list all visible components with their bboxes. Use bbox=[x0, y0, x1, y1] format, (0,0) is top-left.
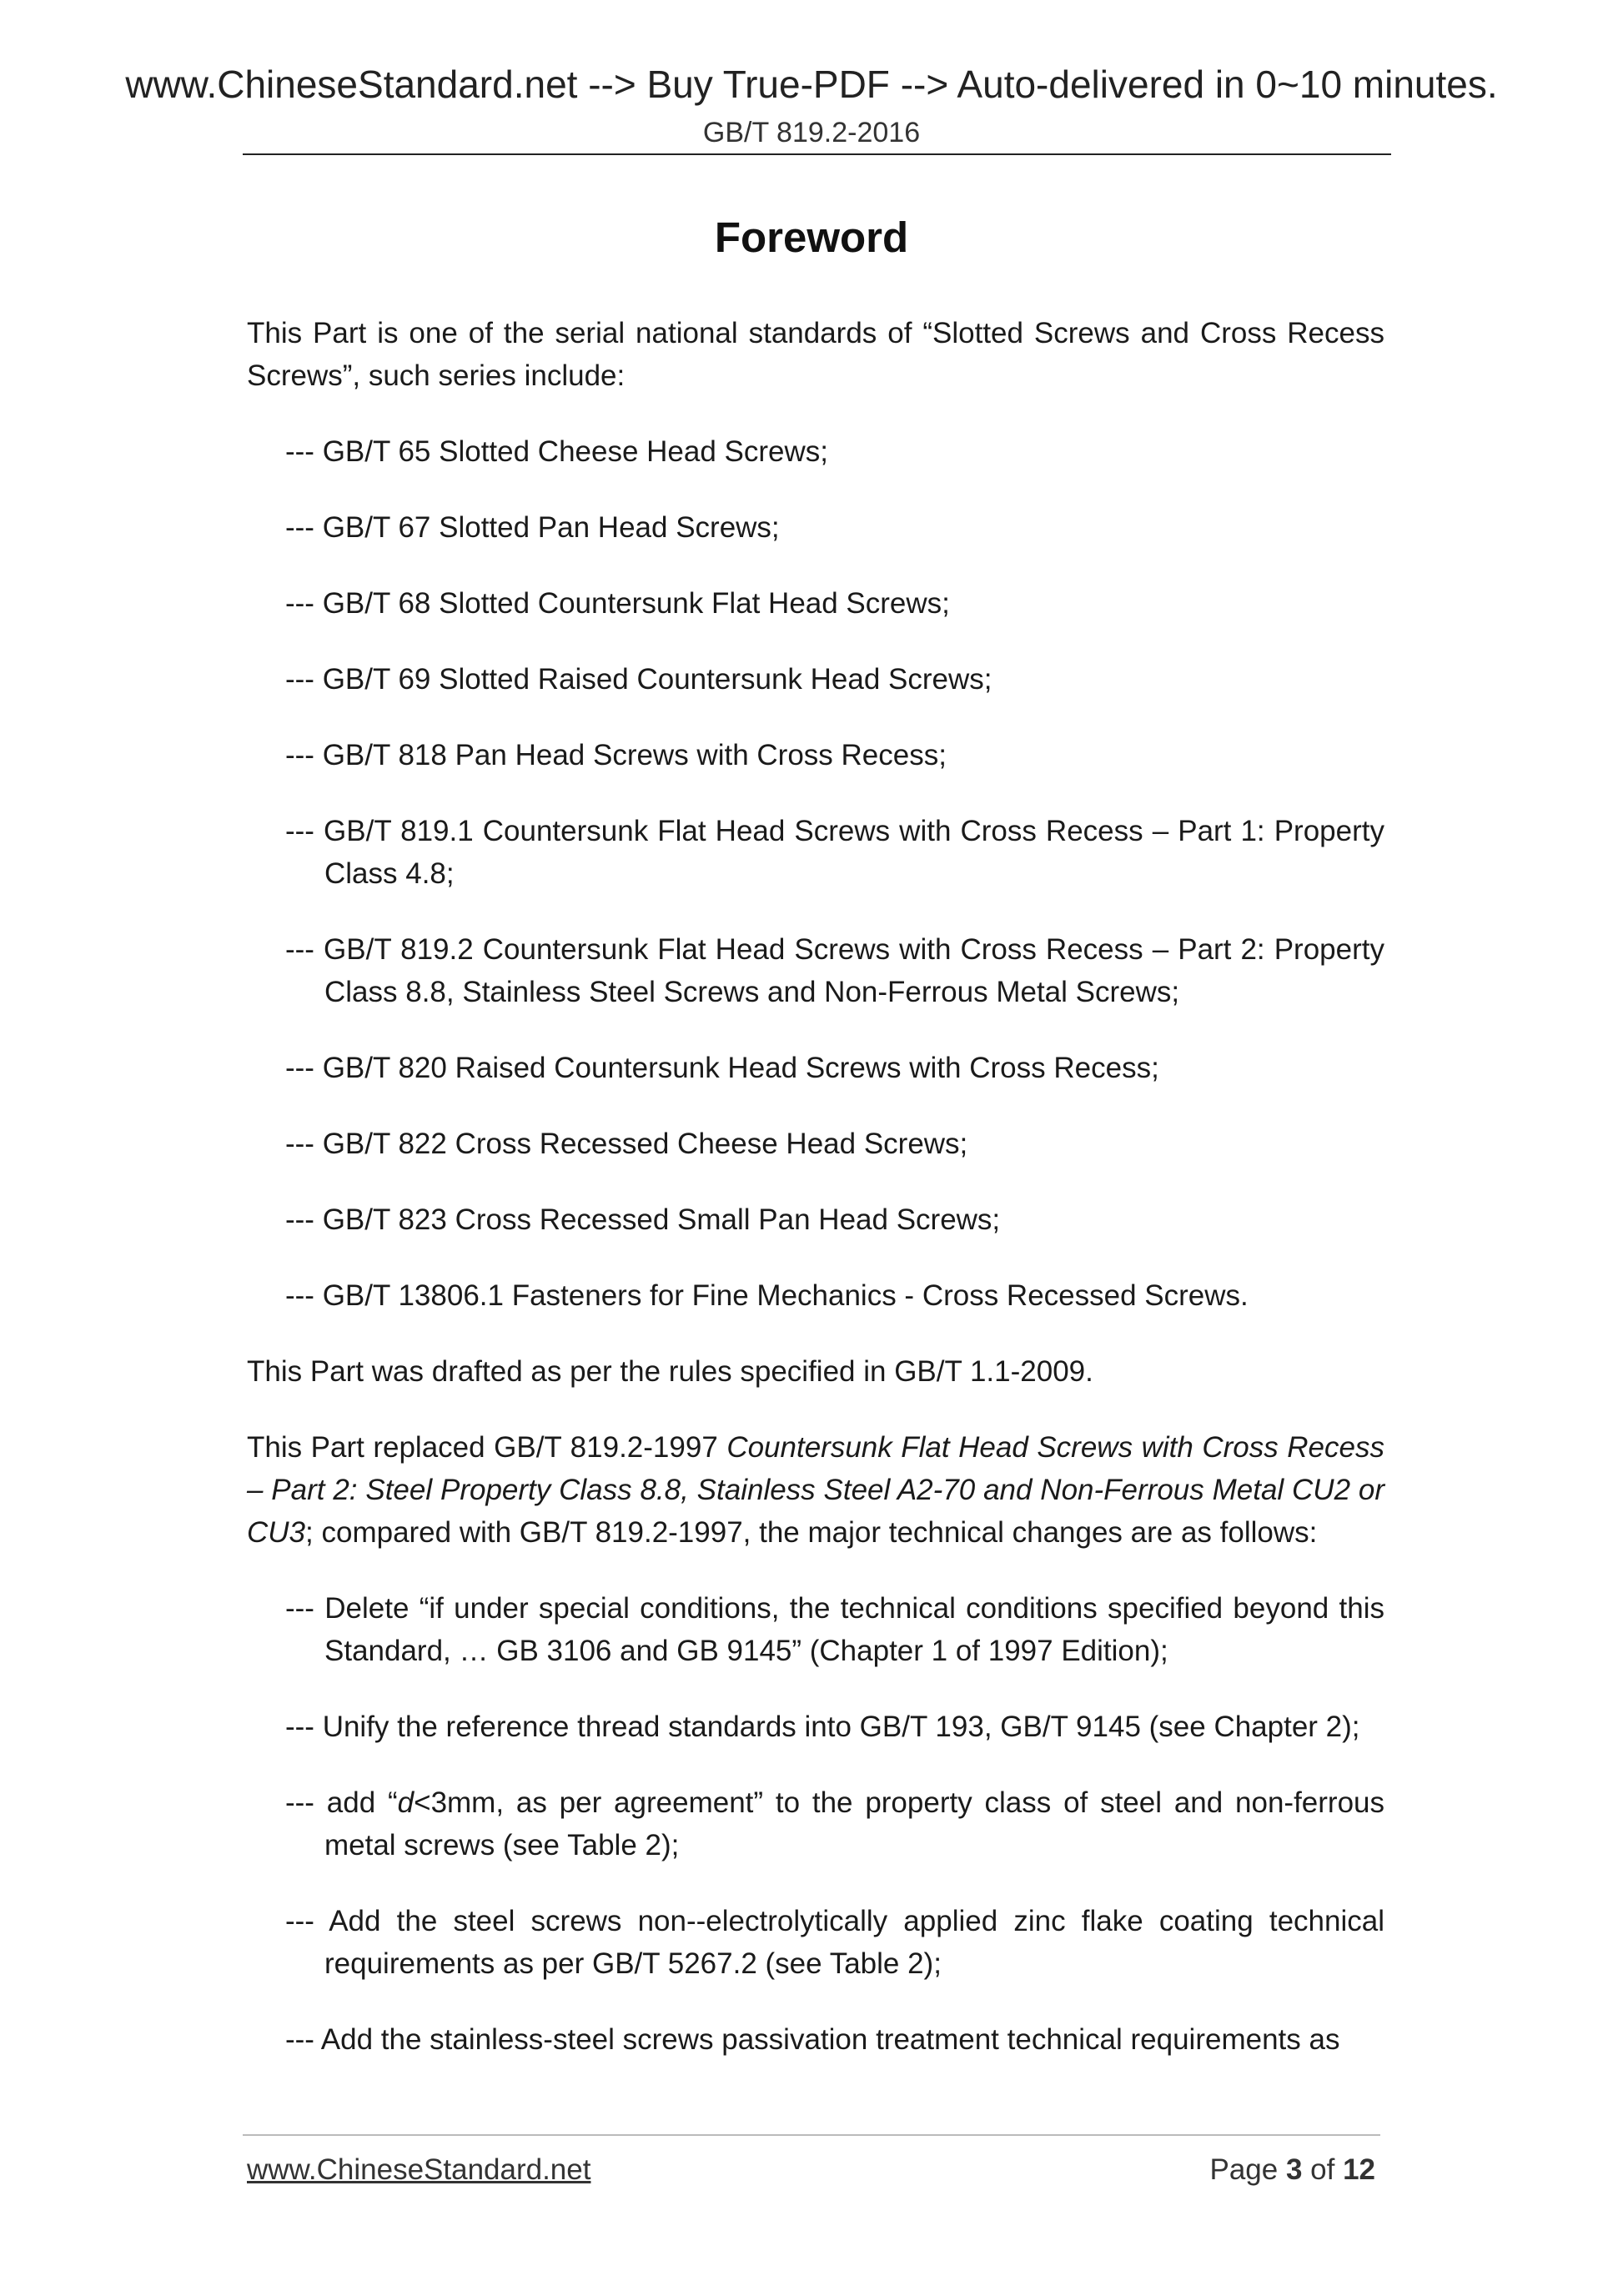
series-item: --- GB/T 822 Cross Recessed Cheese Head Screws; bbox=[285, 1128, 968, 1160]
header-banner: www.ChineseStandard.net --> Buy True-PDF --> Auto-delivered in 0~10 minutes. bbox=[125, 63, 1498, 106]
replacement-paragraph bbox=[247, 1426, 1384, 1554]
series-item: --- GB/T 67 Slotted Pan Head Screws; bbox=[285, 511, 780, 544]
page-total: 12 bbox=[1343, 2153, 1375, 2186]
series-item: --- GB/T 68 Slotted Countersunk Flat Head Screws; bbox=[285, 587, 950, 620]
series-list bbox=[247, 430, 1384, 1317]
page-current: 3 bbox=[1285, 2153, 1303, 2186]
change-text: --- add “ bbox=[285, 1786, 398, 1819]
replaced-standard-title: Countersunk Flat Head Screws with Cross Recess – Part 2: Steel Property Class 8.8, Stainless Steel A2-70 and Non-Ferrous Metal CU2 or CU3 bbox=[247, 1431, 1384, 1549]
change-item: --- Add the steel screws non--electrolytically applied zinc flake coating technical requirements as per GB/T 5267.2 (see Table 2); bbox=[285, 1905, 1384, 1980]
page-title: Foreword bbox=[714, 214, 909, 261]
footer-site-link[interactable]: www.ChineseStandard.net bbox=[247, 2153, 591, 2186]
intro-paragraph: This Part is one of the serial national standards of “Slotted Screws and Cross Recess Screws”, such series include: bbox=[247, 317, 1384, 392]
page-label: Page bbox=[1209, 2153, 1286, 2186]
standard-number: GB/T 819.2-2016 bbox=[702, 117, 921, 148]
series-item: --- GB/T 13806.1 Fasteners for Fine Mechanics - Cross Recessed Screws. bbox=[285, 1279, 1249, 1312]
change-item bbox=[247, 1781, 1384, 1866]
footer-divider bbox=[243, 2134, 1380, 2136]
series-item: --- GB/T 823 Cross Recessed Small Pan Head Screws; bbox=[285, 1203, 1001, 1236]
series-item: --- GB/T 818 Pan Head Screws with Cross Recess; bbox=[285, 739, 947, 771]
change-item: --- Delete “if under special conditions, the technical conditions specified beyond this Standard, … GB 3106 and GB 9145” (Chapter 1 of 1997 Edition); bbox=[285, 1592, 1384, 1667]
changes-list bbox=[247, 1587, 1384, 2061]
page-number bbox=[1209, 2153, 1375, 2187]
drafting-rules-paragraph: This Part was drafted as per the rules specified in GB/T 1.1-2009. bbox=[247, 1355, 1093, 1388]
replacement-prefix: This Part replaced GB/T 819.2-1997 bbox=[247, 1431, 727, 1464]
change-item: --- Add the stainless-steel screws passivation treatment technical requirements as bbox=[285, 2023, 1340, 2056]
series-item: --- GB/T 819.1 Countersunk Flat Head Screws with Cross Recess – Part 1: Property Class 4.8; bbox=[285, 815, 1384, 890]
series-item: --- GB/T 820 Raised Countersunk Head Screws with Cross Recess; bbox=[285, 1052, 1159, 1084]
series-item: --- GB/T 69 Slotted Raised Countersunk Head Screws; bbox=[285, 663, 992, 696]
variable-d: d bbox=[397, 1786, 415, 1819]
replacement-suffix: ; compared with GB/T 819.2-1997, the major technical changes are as follows: bbox=[305, 1516, 1318, 1549]
page-of: of bbox=[1302, 2153, 1344, 2186]
series-item: --- GB/T 65 Slotted Cheese Head Screws; bbox=[285, 435, 829, 468]
document-body bbox=[247, 312, 1384, 2094]
header-divider bbox=[243, 153, 1391, 155]
change-text: <3mm, as per agreement” to the property class of steel and non-ferrous metal screws (see Table 2); bbox=[324, 1786, 1385, 1861]
series-item: --- GB/T 819.2 Countersunk Flat Head Screws with Cross Recess – Part 2: Property Class 8.8, Stainless Steel Screws and Non-Ferrous Metal Screws; bbox=[285, 933, 1384, 1008]
change-item: --- Unify the reference thread standards into GB/T 193, GB/T 9145 (see Chapter 2); bbox=[285, 1711, 1360, 1743]
